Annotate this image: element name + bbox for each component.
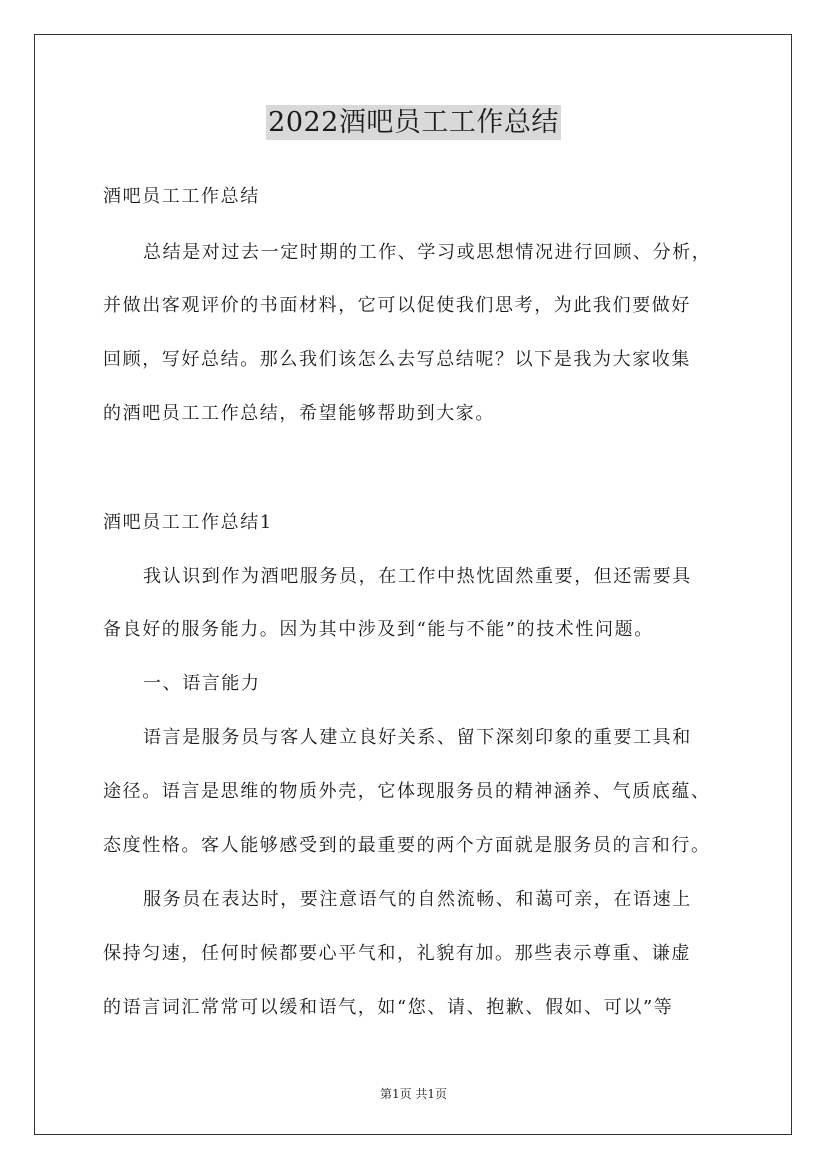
intro-line-1: 总结是对过去一定时期的工作、学习或思想情况进行回顾、分析， <box>143 242 712 263</box>
para2-line-2: 途径。语言是思维的物质外壳，它体现服务员的精神涵养、气质底蕴、 <box>103 781 711 802</box>
page-footer: 第1页 共1页 <box>379 1087 448 1101</box>
para2-line-3: 态度性格。客人能够感受到的最重要的两个方面就是服务员的言和行。 <box>103 835 711 856</box>
para2-line-1: 语言是服务员与客人建立良好关系、留下深刻印象的重要工具和 <box>143 727 692 748</box>
document-title-text: 2022酒吧员工工作总结 <box>268 107 559 138</box>
intro-line-4: 的酒吧员工工作总结，希望能够帮助到大家。 <box>103 403 495 424</box>
para1-line-2: 备良好的服务能力。因为其中涉及到“能与不能”的技术性问题。 <box>103 619 654 640</box>
intro-line-3: 回顾，写好总结。那么我们该怎么去写总结呢？以下是我为大家收集 <box>103 349 691 370</box>
para3-line-1: 服务员在表达时，要注意语气的自然流畅、和蔼可亲，在语速上 <box>143 889 692 910</box>
para3-line-3: 的语言词汇常常可以缓和语气，如“您、请、抱歉、假如、可以”等 <box>103 997 674 1018</box>
document-title <box>0 100 827 139</box>
subsection-heading: 一、语言能力 <box>143 673 261 694</box>
section-heading: 酒吧员工工作总结1 <box>103 512 273 533</box>
intro-line-2: 并做出客观评价的书面材料，它可以促使我们思考，为此我们要做好 <box>103 295 691 316</box>
para1-line-1: 我认识到作为酒吧服务员，在工作中热忱固然重要，但还需要具 <box>143 566 692 587</box>
para3-line-2: 保持匀速，任何时候都要心平气和，礼貌有加。那些表示尊重、谦虚 <box>103 943 691 964</box>
subtitle-heading: 酒吧员工工作总结 <box>103 186 260 207</box>
